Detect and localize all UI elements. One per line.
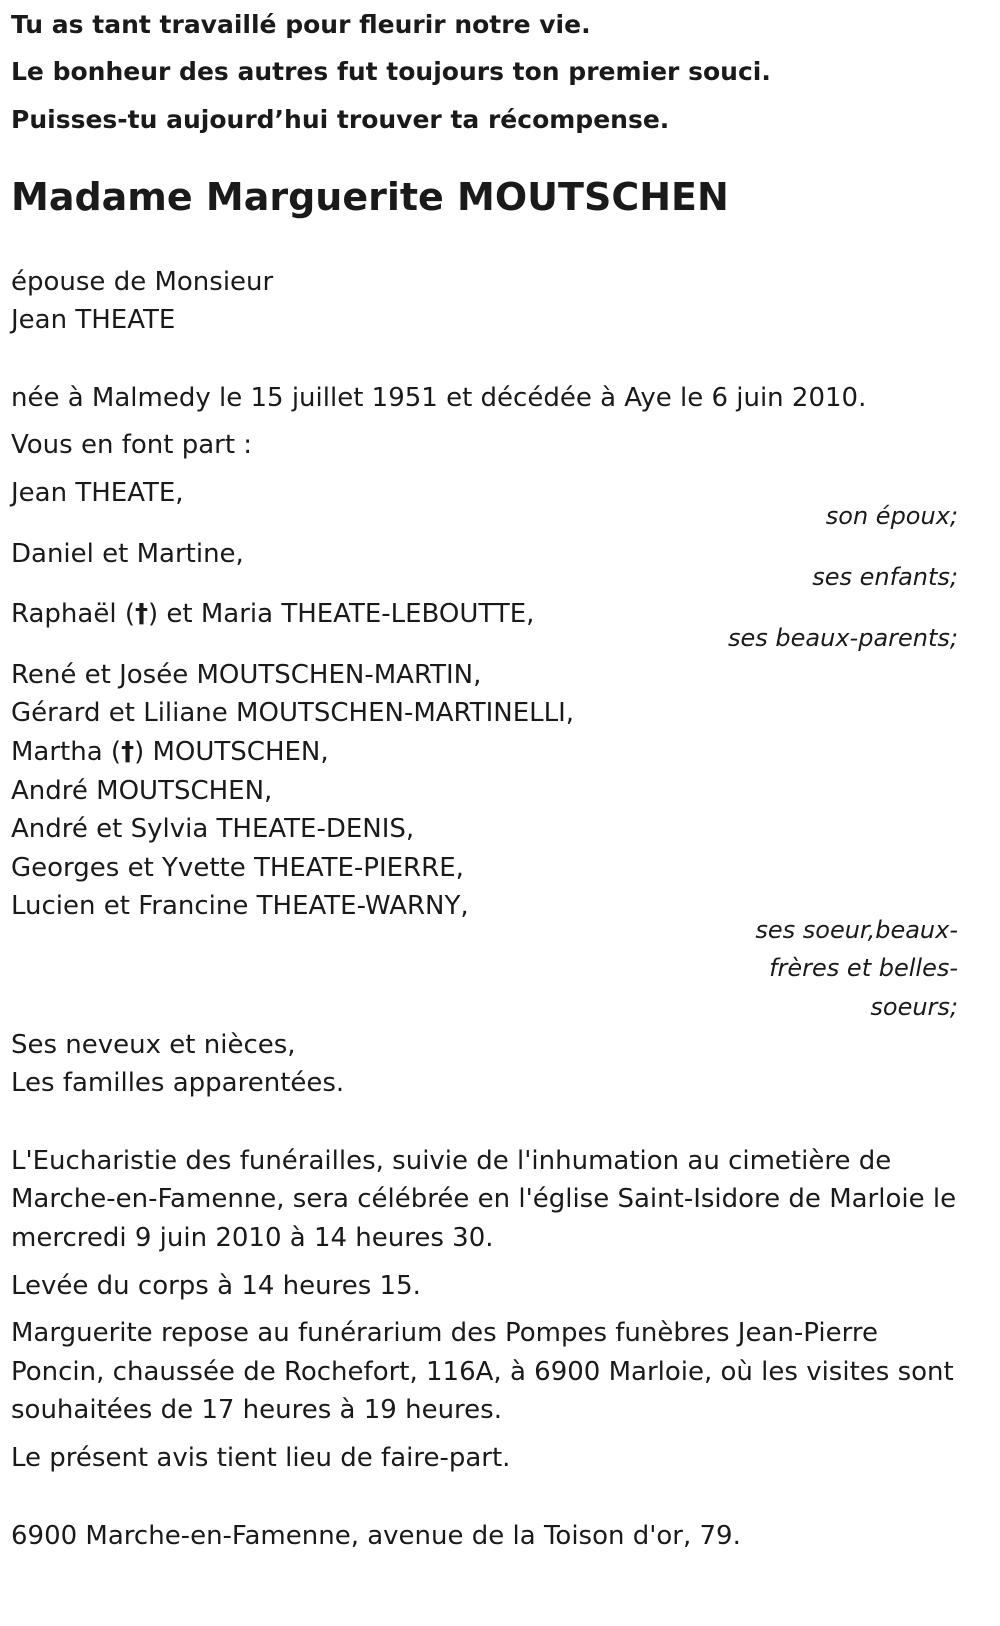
spouse-line-2: Jean THEATE	[11, 305, 176, 335]
spouse-line-1: épouse de Monsieur	[11, 267, 274, 297]
birth-death-line: née à Malmedy le 15 juillet 1951 et décédée à Aye le 6 juin 2010.	[11, 383, 867, 413]
verse-line-2: Le bonheur des autres fut toujours ton premier souci.	[11, 57, 771, 86]
sibling-line: Gérard et Liliane MOUTSCHEN-MARTINELLI,	[11, 698, 575, 728]
cross-icon: †	[134, 599, 148, 629]
ceremony-line-3: mercredi 9 juin 2010 à 14 heures 30.	[11, 1223, 494, 1253]
parents-in-law-text-post: ) et Maria THEATE-LEBOUTTE,	[147, 599, 535, 629]
verse-line-1: Tu as tant travaillé pour fleurir notre vie.	[11, 10, 591, 39]
family-spouse: Jean THEATE,	[11, 478, 184, 508]
family-parents-in-law-relation: ses beaux-parents;	[728, 624, 958, 652]
announce-line: Vous en font part :	[11, 430, 253, 460]
sibling-line: André et Sylvia THEATE-DENIS,	[11, 814, 415, 844]
cross-icon: †	[121, 737, 135, 767]
sibling-line: Lucien et Francine THEATE-WARNY,	[11, 891, 469, 921]
sibling-line-martha	[11, 732, 329, 772]
deceased-name: Madame Marguerite MOUTSCHEN	[11, 175, 729, 219]
levee-line: Levée du corps à 14 heures 15.	[11, 1271, 421, 1301]
martha-text-pre: Martha (	[11, 737, 122, 767]
parents-in-law-text-pre: Raphaël (	[11, 599, 135, 629]
ceremony-line-2: Marche-en-Famenne, sera célébrée en l'église Saint-Isidore de Marloie le	[11, 1184, 957, 1214]
siblings-relation-line-2: frères et belles-	[769, 954, 958, 982]
sibling-line: André MOUTSCHEN,	[11, 776, 273, 806]
others-line-2: Les familles apparentées.	[11, 1068, 345, 1098]
siblings-relation-line-3: soeurs;	[870, 993, 958, 1021]
ceremony-line-1: L'Eucharistie des funérailles, suivie de l'inhumation au cimetière de	[11, 1146, 892, 1176]
others-line-1: Ses neveux et nièces,	[11, 1030, 296, 1060]
repose-line-2: Poncin, chaussée de Rochefort, 116A, à 6900 Marloie, où les visites sont	[11, 1357, 954, 1387]
repose-line-3: souhaitées de 17 heures à 19 heures.	[11, 1395, 502, 1425]
notice-line: Le présent avis tient lieu de faire-part.	[11, 1443, 511, 1473]
family-parents-in-law	[11, 594, 534, 634]
siblings-relation-line-1: ses soeur,beaux-	[755, 916, 958, 944]
sibling-line: Georges et Yvette THEATE-PIERRE,	[11, 853, 464, 883]
family-children: Daniel et Martine,	[11, 539, 244, 569]
repose-line-1: Marguerite repose au funérarium des Pompes funèbres Jean-Pierre	[11, 1318, 878, 1348]
sibling-line: René et Josée MOUTSCHEN-MARTIN,	[11, 660, 482, 690]
verse-line-3: Puisses-tu aujourd’hui trouver ta récompense.	[11, 105, 670, 134]
family-spouse-relation: son époux;	[825, 502, 958, 530]
martha-text-post: ) MOUTSCHEN,	[134, 737, 329, 767]
address-line: 6900 Marche-en-Famenne, avenue de la Toison d'or, 79.	[11, 1521, 741, 1551]
family-children-relation: ses enfants;	[812, 563, 958, 591]
